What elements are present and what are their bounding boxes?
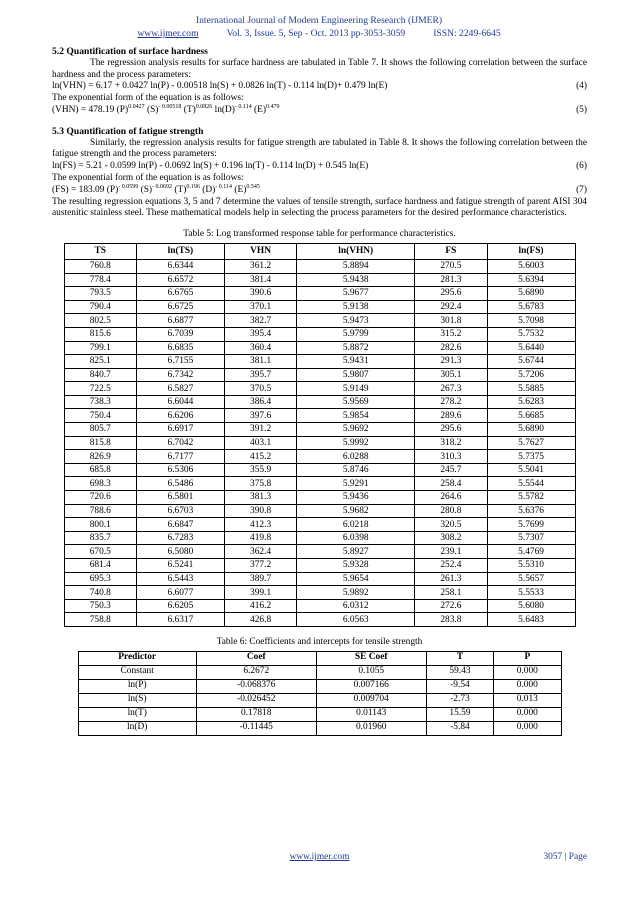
- table-row: [64, 504, 575, 518]
- table-cell: 0.009704: [316, 693, 426, 707]
- table-cell: 261.3: [415, 572, 487, 586]
- table-cell: 0.1055: [316, 665, 426, 679]
- column-header: P: [494, 651, 561, 665]
- table-cell: 6.7039: [136, 327, 224, 341]
- table-cell: 6.6703: [136, 504, 224, 518]
- table-cell: 5.9138: [297, 300, 415, 314]
- table-row: [64, 545, 575, 559]
- table-cell: 419.8: [224, 531, 296, 545]
- footer-site-link[interactable]: www.ijmer.com: [289, 852, 350, 862]
- table-row: [64, 572, 575, 586]
- table-cell: 5.7098: [487, 314, 575, 328]
- table-cell: 5.6003: [487, 259, 575, 273]
- table-cell: 399.1: [224, 586, 296, 600]
- table-cell: 6.6206: [136, 409, 224, 423]
- table-row: [64, 586, 575, 600]
- table-cell: 698.3: [64, 477, 136, 491]
- table-cell: 245.7: [415, 463, 487, 477]
- table-cell: 6.0563: [297, 613, 415, 627]
- table-cell: 6.7342: [136, 368, 224, 382]
- table-cell: 5.7627: [487, 436, 575, 450]
- table-cell: 295.6: [415, 423, 487, 437]
- column-header: ln(FS): [487, 243, 575, 259]
- table-cell: 6.5080: [136, 545, 224, 559]
- table-cell: 283.8: [415, 613, 487, 627]
- equation-lhs: (VHN) = 478.19 (P): [52, 104, 129, 115]
- table-cell: 305.1: [415, 368, 487, 382]
- table-cell: 6.0312: [297, 599, 415, 613]
- equation-term: (T): [172, 184, 187, 195]
- table-cell: 6.7155: [136, 355, 224, 369]
- table-cell: 5.6376: [487, 504, 575, 518]
- table-cell: 5.9473: [297, 314, 415, 328]
- page-number: 3057 | Page: [543, 852, 587, 862]
- equation-term: (E): [232, 184, 247, 195]
- table-cell: 390.8: [224, 504, 296, 518]
- table-cell: 308.2: [415, 531, 487, 545]
- table-6: [78, 651, 562, 736]
- journal-site-link[interactable]: www.ijmer.com: [137, 28, 199, 39]
- table-cell: 5.6890: [487, 287, 575, 301]
- table-cell: 5.8872: [297, 341, 415, 355]
- table-cell: 5.9291: [297, 477, 415, 491]
- exponent: 0.479: [266, 103, 280, 110]
- table-cell: 0.000: [494, 665, 561, 679]
- table-row: [64, 341, 575, 355]
- table-cell: 5.6783: [487, 300, 575, 314]
- table-cell: 800.1: [64, 518, 136, 532]
- table-cell: 790.4: [64, 300, 136, 314]
- table-cell: 301.8: [415, 314, 487, 328]
- table-cell: 0.000: [494, 679, 561, 693]
- table-cell: 5.7307: [487, 531, 575, 545]
- equation-text: ln(VHN) = 6.17 + 0.0427 ln(P) - 0.00518 ln(S) + 0.0826 ln(T) - 0.114 ln(D)+ 0.479 ln(E): [52, 81, 388, 92]
- table-cell: 267.3: [415, 382, 487, 396]
- table-cell: 5.9431: [297, 355, 415, 369]
- issn: ISSN: 2249-6645: [433, 28, 501, 39]
- table-cell: 5.6394: [487, 273, 575, 287]
- exponent: 0.0427: [128, 103, 145, 110]
- table-cell: -5.84: [426, 721, 493, 735]
- table-cell: 390.6: [224, 287, 296, 301]
- column-header: Predictor: [78, 651, 196, 665]
- table-cell: 5.5657: [487, 572, 575, 586]
- table-cell: 815.8: [64, 436, 136, 450]
- table-cell: 426.8: [224, 613, 296, 627]
- table-cell: 5.8927: [297, 545, 415, 559]
- table-cell: ln(S): [78, 693, 196, 707]
- table-cell: 395.7: [224, 368, 296, 382]
- table-cell: 6.7042: [136, 436, 224, 450]
- table-cell: 6.6044: [136, 395, 224, 409]
- column-header: SE Coef: [316, 651, 426, 665]
- table-6-caption: Table 6: Coefficients and intercepts for tensile strength: [216, 636, 423, 647]
- table-cell: 258.1: [415, 586, 487, 600]
- table-cell: ln(T): [78, 707, 196, 721]
- exponential-equation: [52, 185, 260, 197]
- table-cell: 5.9992: [297, 436, 415, 450]
- column-header: Coef: [196, 651, 316, 665]
- table-cell: 395.4: [224, 327, 296, 341]
- table-cell: 264.6: [415, 491, 487, 505]
- table-cell: 295.6: [415, 287, 487, 301]
- table-cell: 318.2: [415, 436, 487, 450]
- table-header-row: [64, 243, 575, 259]
- exponential-intro: The exponential form of the equation is as follows:: [52, 93, 244, 104]
- column-header: TS: [64, 243, 136, 259]
- table-cell: 750.4: [64, 409, 136, 423]
- table-cell: 5.8894: [297, 259, 415, 273]
- table-cell: 6.6317: [136, 613, 224, 627]
- table-cell: 6.6205: [136, 599, 224, 613]
- table-cell: 720.6: [64, 491, 136, 505]
- table-cell: 6.6877: [136, 314, 224, 328]
- table-cell: 381.4: [224, 273, 296, 287]
- table-cell: 0.013: [494, 693, 561, 707]
- table-cell: 320.5: [415, 518, 487, 532]
- table-cell: -0.026452: [196, 693, 316, 707]
- article-body: [52, 46, 587, 736]
- table-cell: 6.0288: [297, 450, 415, 464]
- table-cell: 289.6: [415, 409, 487, 423]
- equation-term: (S): [144, 104, 159, 115]
- table-row: [78, 679, 561, 693]
- table-cell: 760.8: [64, 259, 136, 273]
- column-header: ln(TS): [136, 243, 224, 259]
- table-cell: 292.4: [415, 300, 487, 314]
- table-cell: 5.9569: [297, 395, 415, 409]
- table-cell: 685.8: [64, 463, 136, 477]
- table-cell: 6.0398: [297, 531, 415, 545]
- table-row: [64, 463, 575, 477]
- table-cell: 6.5827: [136, 382, 224, 396]
- table-cell: 416.2: [224, 599, 296, 613]
- table-cell: 5.5310: [487, 559, 575, 573]
- table-cell: 750.3: [64, 599, 136, 613]
- table-cell: 6.5801: [136, 491, 224, 505]
- equation-7: [52, 185, 587, 197]
- equation-6: [52, 161, 587, 173]
- table-row: [64, 599, 575, 613]
- table-cell: 415.2: [224, 450, 296, 464]
- table-cell: 6.5443: [136, 572, 224, 586]
- table-cell: ln(D): [78, 721, 196, 735]
- table-cell: 386.4: [224, 395, 296, 409]
- table-cell: 5.8746: [297, 463, 415, 477]
- table-cell: 738.3: [64, 395, 136, 409]
- table-cell: 0.01960: [316, 721, 426, 735]
- table-cell: 291.3: [415, 355, 487, 369]
- table-row: [64, 314, 575, 328]
- equation-4: [52, 81, 587, 93]
- table-cell: -2.73: [426, 693, 493, 707]
- paragraph-surface-hardness: The regression analysis results for surface hardness are tabulated in Table 7. It shows the following correlation between the surface hardness and the process parameters:: [52, 57, 587, 80]
- table-5-caption: Table 5: Log transformed response table for performance characteristics.: [183, 229, 456, 240]
- equation-number: (7): [576, 184, 587, 195]
- equation-term: (D): [199, 184, 216, 195]
- exponent: - 0.0692: [152, 183, 173, 190]
- table-cell: 6.6835: [136, 341, 224, 355]
- table-cell: 272.6: [415, 599, 487, 613]
- table-cell: 6.6917: [136, 423, 224, 437]
- table-row: [78, 665, 561, 679]
- table-cell: 361.2: [224, 259, 296, 273]
- table-cell: 6.6572: [136, 273, 224, 287]
- table-cell: 5.5533: [487, 586, 575, 600]
- table-cell: 0.000: [494, 707, 561, 721]
- table-cell: 6.5306: [136, 463, 224, 477]
- table-5: [64, 243, 576, 627]
- table-cell: 793.5: [64, 287, 136, 301]
- paragraph-closing: The resulting regression equations 3, 5 and 7 determine the values of tensile strength, surface hardness and fatigue strength of parent AISI 304 austenitic stainless steel. These mathematical models help in selecting the process parameters for the desired performance characteristics.: [52, 196, 587, 219]
- section-heading-5-2: 5.2 Quantification of surface hardness: [52, 46, 208, 57]
- table-row: [64, 518, 575, 532]
- table-cell: 5.9892: [297, 586, 415, 600]
- table-cell: 670.5: [64, 545, 136, 559]
- table-cell: 6.6344: [136, 259, 224, 273]
- table-cell: 382.7: [224, 314, 296, 328]
- table-cell: 799.1: [64, 341, 136, 355]
- equation-term: (E): [251, 104, 267, 115]
- page-header: [0, 14, 638, 40]
- table-cell: 5.5041: [487, 463, 575, 477]
- table-row: [64, 450, 575, 464]
- table-row: [64, 477, 575, 491]
- table-cell: 840.7: [64, 368, 136, 382]
- table-cell: 370.1: [224, 300, 296, 314]
- table-cell: 5.6744: [487, 355, 575, 369]
- exponent: - 0.00518: [158, 103, 182, 110]
- table-cell: 59.43: [426, 665, 493, 679]
- table-cell: 5.7375: [487, 450, 575, 464]
- table-cell: 815.6: [64, 327, 136, 341]
- table-cell: 5.9654: [297, 572, 415, 586]
- exponent: 0.545: [246, 183, 260, 190]
- table-cell: 5.7532: [487, 327, 575, 341]
- exponent: 0.0826: [195, 103, 213, 110]
- table-row: [64, 382, 575, 396]
- table-cell: Constant: [78, 665, 196, 679]
- table-cell: 6.7177: [136, 450, 224, 464]
- table-cell: 5.9799: [297, 327, 415, 341]
- table-cell: 391.2: [224, 423, 296, 437]
- table-cell: 5.6283: [487, 395, 575, 409]
- table-cell: 5.5885: [487, 382, 575, 396]
- table-row: [64, 491, 575, 505]
- table-cell: 6.5241: [136, 559, 224, 573]
- table-cell: 5.6483: [487, 613, 575, 627]
- table-row: [64, 409, 575, 423]
- table-cell: 825.1: [64, 355, 136, 369]
- table-cell: 252.4: [415, 559, 487, 573]
- table-cell: 695.3: [64, 572, 136, 586]
- table-cell: 270.5: [415, 259, 487, 273]
- table-cell: -9.54: [426, 679, 493, 693]
- table-cell: 802.5: [64, 314, 136, 328]
- table-cell: 0.007166: [316, 679, 426, 693]
- table-cell: 0.17818: [196, 707, 316, 721]
- table-row: [78, 693, 561, 707]
- table-cell: 740.8: [64, 586, 136, 600]
- table-row: [64, 287, 575, 301]
- table-row: [64, 300, 575, 314]
- header-meta: [0, 27, 638, 40]
- column-header: VHN: [224, 243, 296, 259]
- table-cell: 5.9807: [297, 368, 415, 382]
- table-cell: 6.6077: [136, 586, 224, 600]
- table-cell: 5.6890: [487, 423, 575, 437]
- table-cell: 5.6080: [487, 599, 575, 613]
- table-cell: 397.6: [224, 409, 296, 423]
- table-cell: 778.4: [64, 273, 136, 287]
- table-cell: 5.4769: [487, 545, 575, 559]
- table-cell: 805.7: [64, 423, 136, 437]
- table-cell: 389.7: [224, 572, 296, 586]
- table-cell: 5.5544: [487, 477, 575, 491]
- table-cell: 315.2: [415, 327, 487, 341]
- table-cell: 375.8: [224, 477, 296, 491]
- table-cell: 403.1: [224, 436, 296, 450]
- table-row: [64, 559, 575, 573]
- table-cell: 281.3: [415, 273, 487, 287]
- table-cell: 681.4: [64, 559, 136, 573]
- exponent: - 0.114: [215, 183, 233, 190]
- table-cell: 5.7206: [487, 368, 575, 382]
- table-cell: 412.3: [224, 518, 296, 532]
- table-row: [64, 368, 575, 382]
- table-row: [78, 707, 561, 721]
- table-cell: -0.068376: [196, 679, 316, 693]
- table-cell: 6.6725: [136, 300, 224, 314]
- equation-term: (T): [181, 104, 196, 115]
- equation-lhs: (FS) = 183.09 (P): [52, 184, 119, 195]
- table-cell: 370.5: [224, 382, 296, 396]
- exponent: - 0.0599: [118, 183, 139, 190]
- exponential-intro: The exponential form of the equation is as follows:: [52, 172, 244, 183]
- table-cell: -0.11445: [196, 721, 316, 735]
- table-row: [64, 273, 575, 287]
- table-cell: 5.9436: [297, 491, 415, 505]
- paragraph-fatigue-strength: Similarly, the regression analysis results for fatigue strength are tabulated in Table 8. It shows the following correlation between the fatigue strength and the process parameters:: [52, 137, 587, 160]
- column-header: ln(VHN): [297, 243, 415, 259]
- table-cell: 6.6847: [136, 518, 224, 532]
- table-cell: 377.2: [224, 559, 296, 573]
- equation-text: ln(FS) = 5.21 - 0.0599 ln(P) - 0.0692 ln(S) + 0.196 ln(T) - 0.114 ln(D) + 0.545 ln(E): [52, 161, 369, 172]
- table-cell: 239.1: [415, 545, 487, 559]
- table-row: [64, 395, 575, 409]
- table-cell: 0.000: [494, 721, 561, 735]
- exponent: - 0.114: [234, 103, 252, 110]
- table-cell: 0.01143: [316, 707, 426, 721]
- section-heading-5-3: 5.3 Quantification of fatigue strength: [52, 125, 204, 137]
- table-row: [64, 355, 575, 369]
- table-row: [64, 259, 575, 273]
- table-cell: 360.4: [224, 341, 296, 355]
- table-cell: 6.6765: [136, 287, 224, 301]
- table-cell: 381.1: [224, 355, 296, 369]
- volume-info: Vol. 3, Issue. 5, Sep - Oct. 2013 pp-3053-3059: [226, 28, 406, 39]
- table-cell: 6.2672: [196, 665, 316, 679]
- table-cell: 835.7: [64, 531, 136, 545]
- journal-title: International Journal of Modern Engineering Research (IJMER): [195, 15, 443, 26]
- table-row: [64, 436, 575, 450]
- table-cell: 5.5782: [487, 491, 575, 505]
- exponential-equation: [52, 105, 280, 117]
- table-row: [64, 531, 575, 545]
- table-cell: 5.9149: [297, 382, 415, 396]
- table-cell: 5.9438: [297, 273, 415, 287]
- equation-term: (S): [138, 184, 153, 195]
- table-cell: 310.3: [415, 450, 487, 464]
- table-row: [64, 613, 575, 627]
- table-cell: 355.9: [224, 463, 296, 477]
- column-header: T: [426, 651, 493, 665]
- table-cell: 5.7699: [487, 518, 575, 532]
- table-cell: 5.9682: [297, 504, 415, 518]
- table-cell: 5.6440: [487, 341, 575, 355]
- table-cell: 788.6: [64, 504, 136, 518]
- equation-5: [52, 105, 587, 117]
- equation-number: (6): [576, 161, 587, 172]
- table-cell: 5.9692: [297, 423, 415, 437]
- table-row: [64, 423, 575, 437]
- exponent: 0.196: [186, 183, 200, 190]
- table-header-row: [78, 651, 561, 665]
- equation-number: (4): [576, 81, 587, 92]
- table-cell: 362.4: [224, 545, 296, 559]
- table-cell: 280.8: [415, 504, 487, 518]
- table-cell: 15.59: [426, 707, 493, 721]
- table-row: [78, 721, 561, 735]
- table-cell: ln(P): [78, 679, 196, 693]
- table-cell: 258.4: [415, 477, 487, 491]
- table-cell: 5.9677: [297, 287, 415, 301]
- table-cell: 381.3: [224, 491, 296, 505]
- column-header: FS: [415, 243, 487, 259]
- table-cell: 6.0218: [297, 518, 415, 532]
- table-cell: 5.9328: [297, 559, 415, 573]
- equation-number: (5): [576, 104, 587, 115]
- table-cell: 6.5486: [136, 477, 224, 491]
- table-cell: 282.6: [415, 341, 487, 355]
- table-cell: 826.9: [64, 450, 136, 464]
- table-cell: 278.2: [415, 395, 487, 409]
- table-cell: 5.6685: [487, 409, 575, 423]
- table-cell: 758.8: [64, 613, 136, 627]
- equation-term: ln(D): [212, 104, 235, 115]
- table-cell: 5.9854: [297, 409, 415, 423]
- table-row: [64, 327, 575, 341]
- table-cell: 6.7283: [136, 531, 224, 545]
- table-cell: 722.5: [64, 382, 136, 396]
